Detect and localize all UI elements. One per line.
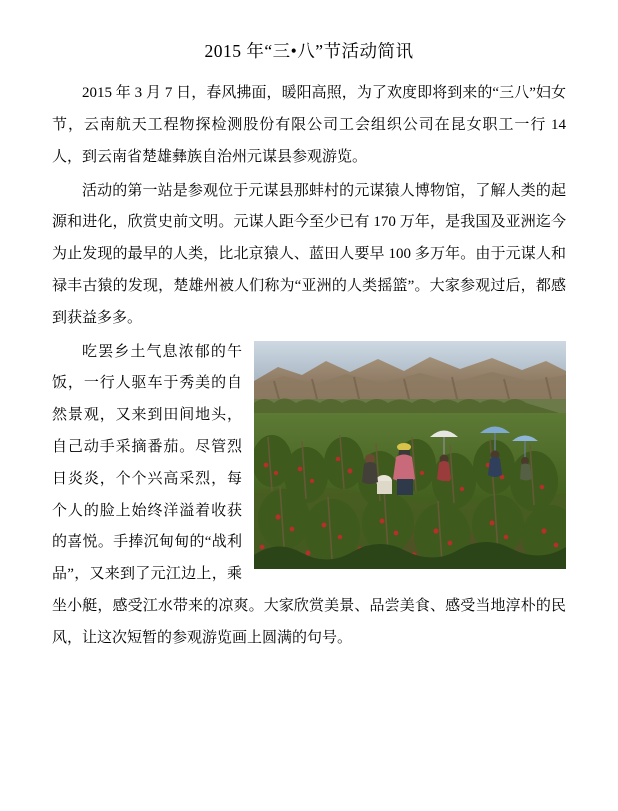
- paragraph-1: 2015 年 3 月 7 日，春风拂面，暖阳高照，为了欢度即将到来的“三八”妇女节，云南航天工程物探检测股份有限公司工会组织公司在昆女职工一行 14 人，到云南省楚雄彝族自治州元谋县参观游览。: [52, 85, 566, 165]
- paragraph-2: 活动的第一站是参观位于元谋县那蚌村的元谋猿人博物馆，了解人类的起源和进化，欣赏史前文明。元谋人距今至少已有 170 万年，是我国及亚洲迄今为止发现的最早的人类，比北京猿人、蓝田人要早 100 多万年。由于元谋人和禄丰古猿的发现，楚雄州被人们称为“亚洲的人类摇篮”。大家参观过后，都感到获益多多。: [52, 182, 566, 326]
- page-title: 2015 年“三•八”节活动简讯: [204, 41, 414, 61]
- tomato-field-photo: [254, 341, 566, 569]
- person-bucket: [376, 475, 392, 494]
- paragraph-3: 吃罢乡土气息浓郁的午饭，一行人驱车于秀美的自然景观，又来到田间地头，自己动手采摘番茄。尽管烈日炎炎，个个兴高采烈，每个人的脸上始终洋溢着收获的喜悦。手捧沉甸甸的“战利品”，又来到了元江边上，乘坐小艇，感受江水带来的凉爽。大家欣赏美景、品尝美食、感受当地淳朴的民风，让这次短暂的参观游览画上圆满的句号。: [52, 343, 566, 646]
- photo-artwork: [254, 341, 566, 569]
- paragraph-3-with-photo: [52, 337, 566, 657]
